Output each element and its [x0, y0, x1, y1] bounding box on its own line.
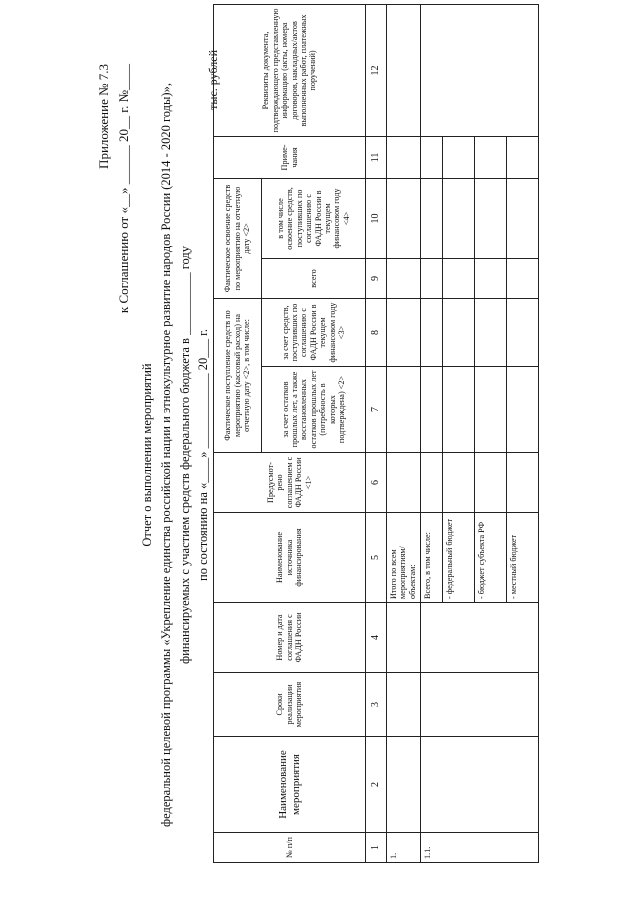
header-spending-total: всего	[262, 258, 366, 298]
row-number: 1.	[387, 833, 421, 863]
header-actual-receipt: Фактическое поступление средств по мероприятию (кассовый расход) на отчетную дату <2>, в том числе:	[214, 298, 262, 452]
funding-year-line: финансируемых с участием средств федерального бюджета в __________ году	[178, 245, 192, 665]
column-number: 2	[366, 737, 387, 833]
header-source-name: Наименование источника финансирования	[214, 513, 366, 603]
program-title: федеральной целевой программы «Укрепление единства российской нации и этнокультурное развитие народов России (2014 - 2020 годы)»,	[159, 83, 173, 827]
column-number: 3	[366, 673, 387, 737]
header-event-name: Наименование мероприятия	[214, 737, 366, 833]
header-current-receipts: за счет средств, поступивших по соглашению с ФАДН России в текущем финансовом году <3>	[262, 298, 366, 366]
column-number: 12	[366, 4, 387, 136]
table-row	[387, 4, 421, 862]
column-number: 4	[366, 603, 387, 673]
table-row	[421, 4, 443, 862]
column-number: 9	[366, 258, 387, 298]
row-source-label: Итого по всем мероприятиям/ объектам:	[387, 513, 421, 603]
column-number: 6	[366, 453, 387, 513]
report-title: Отчет о выполнении мероприятий	[140, 363, 154, 547]
header-prior-balances: за счет остатков прошлых лет, а также восстановленных остатков прошлых лет (потребность в которых подтверждена) <2>	[262, 367, 366, 453]
column-number: 5	[366, 513, 387, 603]
column-number-row	[366, 4, 387, 862]
row-source-label: - местный бюджет	[507, 513, 539, 603]
row-number: 1.1.	[421, 833, 539, 863]
row-source-label: Всего, в том числе:	[421, 513, 443, 603]
column-number: 11	[366, 136, 387, 178]
header-agreement: Номер и дата соглашения с ФАДН России	[214, 603, 366, 673]
column-number: 10	[366, 178, 387, 258]
header-document-details: Реквизиты документа, подтверждающего представленную информацию (акты, номера договоров, накладных/актов выполненных работ, платежных поручений)	[214, 4, 366, 136]
units-label: тыс. рублей	[206, 50, 220, 110]
header-actual-spending: Фактическое освоение средств по мероприятию на отчетную дату <2>	[214, 178, 262, 298]
header-notes: Приме-чания	[214, 136, 366, 178]
appendix-label: Приложение № 7.3	[96, 64, 111, 169]
header-num: № п/п	[214, 833, 366, 863]
column-number: 8	[366, 298, 387, 366]
header-deadlines: Сроки реализации мероприятия	[214, 673, 366, 737]
row-source-label: - бюджет субъекта РФ	[475, 513, 507, 603]
column-number: 7	[366, 367, 387, 453]
header-spending-current: в том числе освоение средств, поступивших по соглашению с ФАДН России в текущем финансовом году <4>	[262, 178, 366, 258]
column-number: 1	[366, 833, 387, 863]
agreement-reference: к Соглашению от «__» ______ 20__ г. №____	[116, 64, 131, 314]
row-source-label: - федеральный бюджет	[443, 513, 475, 603]
as-of-date-line: по состоянию на «____» ____________ 20___ г.	[196, 329, 210, 581]
header-planned: Предусмот-рено соглашением с ФАДН России <1>	[214, 453, 366, 513]
report-table	[213, 4, 539, 863]
header-row-1	[214, 4, 262, 862]
